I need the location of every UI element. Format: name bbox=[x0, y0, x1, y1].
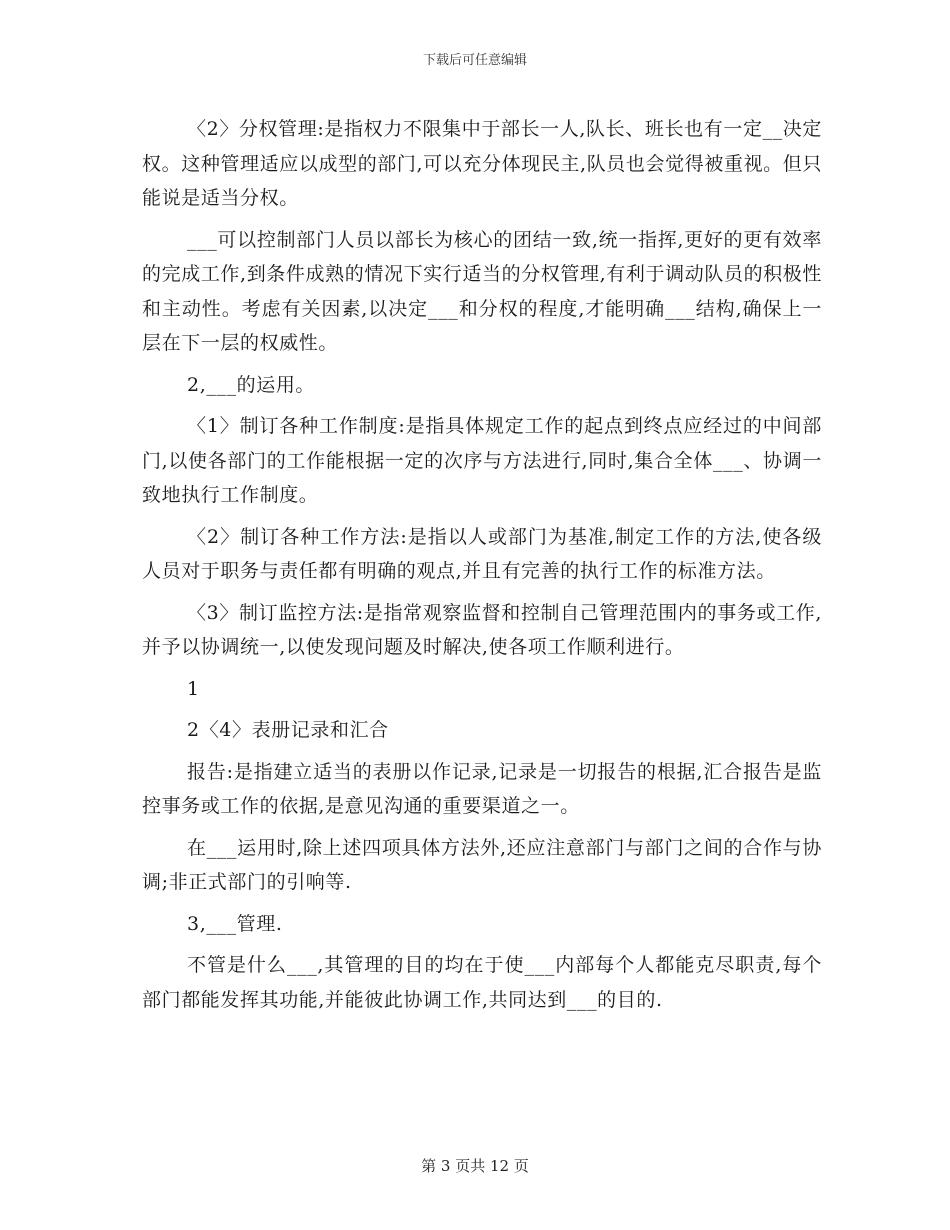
paragraph-reports: 报告:是指建立适当的表册以作记录,记录是一切报告的根据,汇合报告是监控事务或工作的依据,是意见沟通的重要渠道之一。 bbox=[142, 760, 822, 817]
paragraph-work-rules: 〈1〉制订各种工作制度:是指具体规定工作的起点到终点应经过的中间部门,以使各部门的工作能根据一定的次序与方法进行,同时,集合全体___、协调一致地执行工作制度。 bbox=[142, 415, 822, 506]
section-heading-2: 2,___的运用。 bbox=[187, 373, 316, 396]
stray-number: 1 bbox=[187, 677, 200, 700]
paragraph-records-heading: 2〈4〉表册记录和汇合 bbox=[187, 719, 389, 741]
paragraph-decentralized-management: 〈2〉分权管理:是指权力不限集中于部长一人,队长、班长也有一定__决定权。这种管理适应以成型的部门,可以充分体现民主,队员也会觉得被重视。但只能说是适当分权。 bbox=[142, 118, 822, 209]
paragraph-application-notes: 在___运用时,除上述四项具体方法外,还应注意部门与部门之间的合作与协调;非正式部门的引响等. bbox=[142, 836, 822, 893]
paragraph-centralized-control: ___可以控制部门人员以部长为核心的团结一致,统一指挥,更好的更有效率的完成工作,到条件成熟的情况下实行适当的分权管理,有利于调动队员的积极性和主动性。考虑有关因素,以决定___和分权的程度,才能明确___结构,确保上一层在下一层的权威性。 bbox=[142, 228, 822, 354]
document-body bbox=[142, 112, 822, 1024]
section-heading-3: 3,___管理. bbox=[187, 912, 283, 935]
page-header: 下载后可任意编辑 bbox=[422, 53, 527, 68]
page-number: 第 3 页共 12 页 bbox=[421, 1157, 529, 1175]
paragraph-management-purpose: 不管是什么___,其管理的目的均在于使___内部每个人都能克尽职责,每个部门都能发挥其功能,并能彼此协调工作,共同达到___的目的. bbox=[142, 954, 822, 1011]
paragraph-work-methods: 〈2〉制订各种工作方法:是指以人或部门为基准,制定工作的方法,使各级人员对于职务与责任都有明确的观点,并且有完善的执行工作的标准方法。 bbox=[142, 525, 822, 582]
paragraph-monitoring-methods: 〈3〉制订监控方法:是指常观察监督和控制自己管理范围内的事务或工作,并予以协调统一,以使发现问题及时解决,使各项工作顺利进行。 bbox=[142, 601, 822, 658]
